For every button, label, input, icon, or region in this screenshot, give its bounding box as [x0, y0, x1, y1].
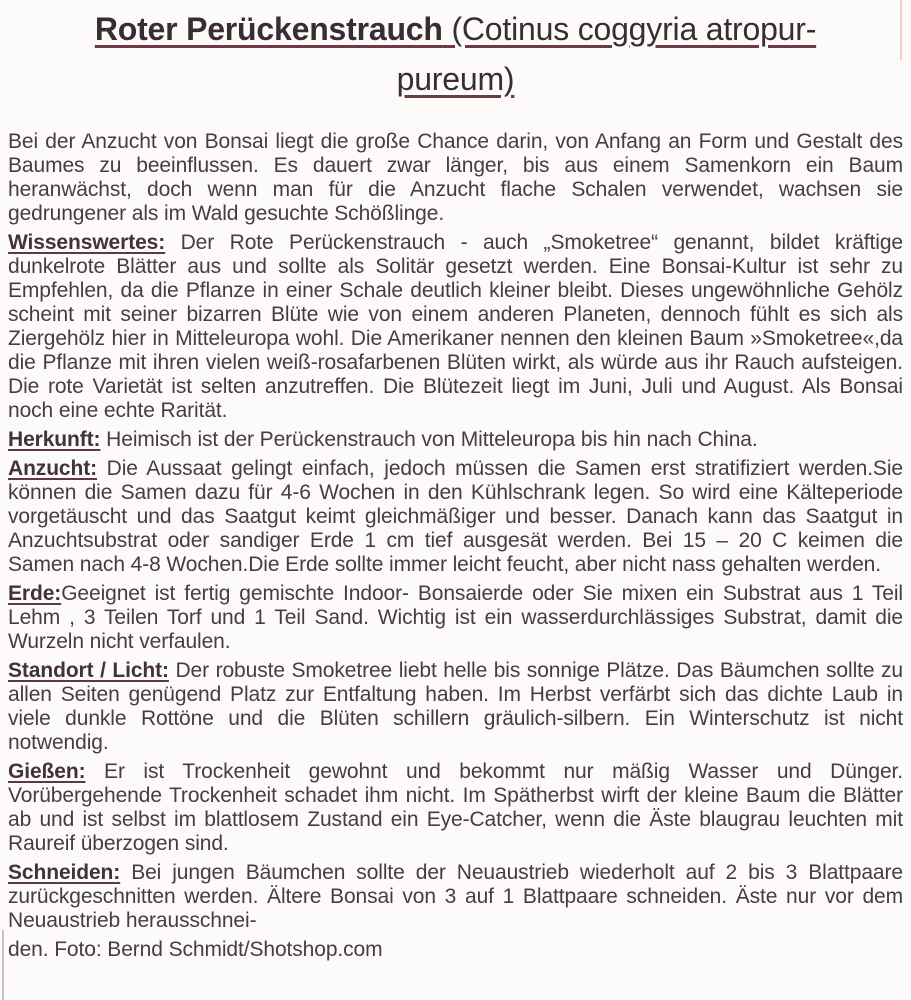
section-label-giessen: Gießen: [8, 760, 86, 783]
scan-artifact-left-edge [2, 930, 4, 1000]
page-title-latin: (Cotinus coggyria atropur- [442, 11, 817, 47]
photo-credit-text: den. Foto: Bernd Schmidt/Shotshop.com [8, 938, 383, 961]
paragraph-herkunft [8, 428, 903, 452]
section-label-erde: Erde: [8, 582, 62, 605]
page-title [14, 0, 897, 104]
paragraph-intro-text: Bei der Anzucht von Bonsai liegt die große Chance darin, von Anfang an Form und Gestalt des Baumes zu beeinflussen. Es dauert zwar länger, bis aus einem Samenkorn ein Baum heranwächst, doch wenn man für die Anzucht flache Schalen verwendet, wachsen sie gedrungener als im Wald gesuchte Schößlinge. [8, 130, 903, 225]
document-body [8, 130, 903, 962]
paragraph-standort-licht [8, 659, 903, 755]
section-label-standort-licht: Standort / Licht: [8, 659, 169, 682]
page-title-main: Roter Perückenstrauch [94, 11, 443, 47]
section-label-wissenswertes: Wissenswertes: [8, 231, 166, 254]
paragraph-herkunft-text: Heimisch ist der Perückenstrauch von Mitteleuropa bis hin nach China. [100, 428, 758, 451]
paragraph-anzucht-text: Die Aussaat gelingt einfach, jedoch müssen die Samen erst stratifiziert werden.Sie können die Samen dazu für 4-6 Wochen in den Kühlschrank legen. So wird eine Kälteperiode vorgetäuscht und das Saatgut keimt gleichmäßiger und besser. Danach kann das Saatgut in Anzuchtsubstrat oder sandiger Erde 1 cm tief ausgesät werden. Bei 15 – 20 C keimen die Samen nach 4-8 Wochen.Die Erde sollte immer leicht feucht, aber nicht nass gehalten werden. [8, 457, 903, 576]
paragraph-wissenswertes [8, 231, 903, 423]
paragraph-erde [8, 582, 903, 654]
section-label-herkunft: Herkunft: [8, 428, 101, 451]
paragraph-wissenswertes-text: Der Rote Perückenstrauch - auch „Smoketree“ genannt, bildet kräftige dunkelrote Blätter aus und sollte als Solitär gesetzt werden. Eine Bonsai-Kultur ist sehr zu Empfehlen, da die Pflanze in einer Schale deutlich kleiner bleibt. Dieses ungewöhnliche Gehölz scheint mit seiner bizarren Blüte wie von einem anderen Planeten, dennoch fühlt es sich als Ziergehölz hier in Mitteleuropa wohl. Die Amerikaner nennen den kleinen Baum »Smoketree«,da die Pflanze mit ihren vielen weiß-rosafarbenen Blüten wirkt, als würde aus ihr Rauch aufsteigen. Die rote Varietät ist selten anzutreffen. Die Blütezeit liegt im Juni, Juli und August. Als Bonsai noch eine echte Rarität. [8, 231, 903, 422]
paragraph-schneiden [8, 861, 903, 933]
paragraph-giessen [8, 760, 903, 856]
page-title-latin-line2: pureum) [396, 61, 515, 97]
paragraph-anzucht [8, 457, 903, 577]
paragraph-erde-text: Geeignet ist fertig gemischte Indoor- Bonsaierde oder Sie mixen ein Substrat aus 1 Teil Lehm , 3 Teilen Torf und 1 Teil Sand. Wichtig ist ein wasserdurchlässiges Substrat, damit die Wurzeln nicht verfaulen. [8, 582, 903, 653]
section-label-schneiden: Schneiden: [8, 861, 121, 884]
paragraph-intro [8, 130, 903, 226]
photo-credit [8, 938, 903, 962]
section-label-anzucht: Anzucht: [8, 457, 98, 480]
paragraph-giessen-text: Er ist Trockenheit gewohnt und bekommt nur mäßig Wasser und Dünger. Vorübergehende Trockenheit schadet ihm nicht. Im Spätherbst wirft der kleine Baum die Blätter ab und ist selbst im blattlosem Zustand ein Eye-Catcher, wenn die Äste blaugrau leuchten mit Raureif überzogen sind. [8, 760, 903, 855]
paragraph-schneiden-text: Bei jungen Bäumchen sollte der Neuaustrieb wiederholt auf 2 bis 3 Blattpaare zurückgeschnitten werden. Ältere Bonsai von 3 auf 1 Blattpaare schneiden. Äste nur vor dem Neuaustrieb herausschnei- [8, 861, 903, 932]
scan-artifact-right-edge [900, 0, 902, 60]
paragraph-standort-licht-text: Der robuste Smoketree liebt helle bis sonnige Plätze. Das Bäumchen sollte zu allen Seiten genügend Platz zur Entfaltung haben. Im Herbst verfärbt sich das dichte Laub in viele dunkle Rottöne und die Blüten schillern gräulich-silbern. Ein Winterschutz ist nicht notwendig. [8, 659, 903, 754]
